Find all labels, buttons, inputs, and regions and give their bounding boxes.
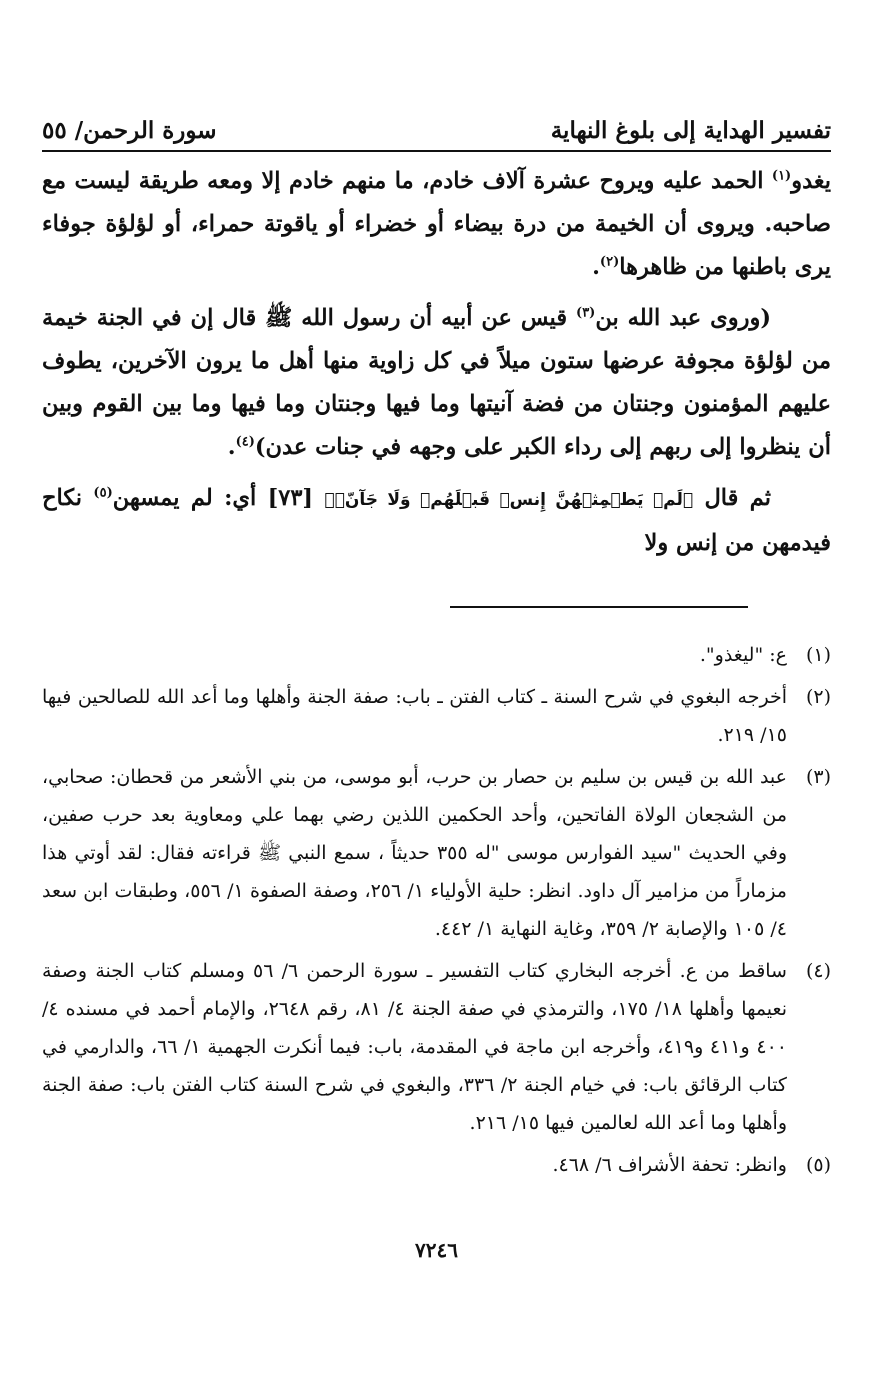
footnote-ref-4: (٤) bbox=[235, 434, 255, 450]
footnote-text: ع: "ليغذو". bbox=[699, 644, 787, 666]
footnote-number: (١) bbox=[805, 644, 831, 666]
paragraph-1-text-b: الحمد عليه ويروح عشرة آلاف خادم، ما منهم خادم إلا ومعه طريقة ليست مع صاحبه. ويروى أن الخيمة من درة بيضاء أو خضراء أو ياقوتة حمراء، أو لؤلؤة جوفاء يرى باطنها من ظاهرها bbox=[42, 168, 831, 280]
page-number: ٧٢٤٦ bbox=[415, 1238, 458, 1262]
footnotes bbox=[42, 636, 831, 1188]
paragraph-3 bbox=[42, 477, 831, 565]
footnote-item bbox=[42, 758, 831, 948]
footnote-text: وانظر: تحفة الأشراف ٦/ ٤٦٨. bbox=[552, 1154, 787, 1176]
paragraph-1 bbox=[42, 160, 831, 289]
paragraph-2 bbox=[42, 297, 831, 469]
footnote-number: (٣) bbox=[805, 766, 831, 788]
footnote-ref-5: (٥) bbox=[93, 485, 113, 501]
footnote-text: عبد الله بن قيس بن سليم بن حصار بن حرب، أبو موسى، من بني الأشعر من قحطان: صحابي، من الشجعان الولاة الفاتحين، وأحد الحكمين اللذين رضي بهما علي ومعاوية بعد حرب صفين، وفي الحديث "سيد الفوارس موسى "له ٣٥٥ حديثاً ، سمع النبي ﷺ قراءته فقال: لقد أوتي هذا مزماراً من مزامير آل داود. انظر: حلية الأولياء ١/ ٢٥٦، وصفة الصفوة ١/ ٥٥٦، وطبقات ابن سعد ٤/ ١٠٥ والإصابة ٢/ ٣٥٩، وغاية النهاية ١/ ٤٤٢. bbox=[42, 766, 787, 940]
main-text bbox=[42, 160, 831, 565]
paragraph-3-text-a: ثم قال bbox=[693, 485, 771, 511]
paragraph-2-text-c: . bbox=[227, 434, 236, 460]
paragraph-2-text-a: (وروى عبد الله بن bbox=[595, 305, 771, 331]
footnote-item bbox=[42, 952, 831, 1142]
footnote-text: ساقط من ع. أخرجه البخاري كتاب التفسير ـ سورة الرحمن ٦/ ٥٦ ومسلم كتاب الجنة وصفة نعيمها وأهلها ١٨/ ١٧٥، والترمذي في صفة الجنة ٤/ ٨١، رقم ٢٦٤٨، والإمام أحمد في مسنده ٤/ ٤٠٠ و٤١١ و٤١٩، وأخرجه ابن ماجة في المقدمة، باب: فيما أنكرت الجهمية ١/ ٦٦، والدارمي في كتاب الرقائق باب: في خيام الجنة ٢/ ٣٣٦، والبغوي في شرح السنة كتاب الفتن باب: صفة الجنة وأهلها وما أعد الله لعالمين فيها ١٥/ ٢١٦. bbox=[42, 960, 787, 1134]
footnote-number: (٤) bbox=[805, 960, 831, 982]
paragraph-1-text-a: يغدو bbox=[791, 168, 831, 194]
footnote-text: أخرجه البغوي في شرح السنة ـ كتاب الفتن ـ باب: صفة الجنة وأهلها وما أعد الله للصالحين فيها ١٥/ ٢١٩. bbox=[42, 686, 787, 746]
header-divider bbox=[42, 150, 831, 152]
quran-verse: ﴿لَمۡ يَطۡمِثۡهُنَّ إِنسٞ قَبۡلَهُمۡ وَلَا جَآنّٞ﴾ bbox=[324, 490, 694, 510]
footnote-ref-1: (١) bbox=[771, 168, 792, 184]
footnote-item bbox=[42, 636, 831, 674]
running-header bbox=[42, 100, 831, 144]
paragraph-3-text-b: [٧٣] أي: لم يمسهن bbox=[112, 485, 325, 511]
footnotes-divider bbox=[450, 606, 748, 608]
footnote-item bbox=[42, 678, 831, 754]
footnote-number: (٥) bbox=[805, 1154, 831, 1176]
footnote-number: (٢) bbox=[805, 686, 831, 708]
footnote-ref-3: (٣) bbox=[576, 305, 596, 321]
footnote-item bbox=[42, 1146, 831, 1184]
book-title: تفسير الهداية إلى بلوغ النهاية bbox=[550, 117, 831, 144]
paragraph-2-text-b: قيس عن أبيه أن رسول الله ﷺ قال إن في الجنة خيمة من لؤلؤة مجوفة عرضها ستون ميلاً في كل زاوية منها أهل ما يرون الآخرين، يطوف عليهم المؤمنون وجنتان من فضة آنيتها وما فيها وجنتان وما فيها وما بين القوم وبين أن ينظروا إلى ربهم إلى رداء الكبر على وجهه في جنات عدن) bbox=[42, 305, 831, 460]
footnote-ref-2: (٢) bbox=[599, 254, 620, 270]
paragraph-1-text-c: . bbox=[592, 254, 600, 280]
paragraph-3-text-c: نكاح فيدمهن من إنس ولا bbox=[42, 485, 831, 556]
surah-page-label: سورة الرحمن/ ٥٥ bbox=[42, 117, 217, 144]
